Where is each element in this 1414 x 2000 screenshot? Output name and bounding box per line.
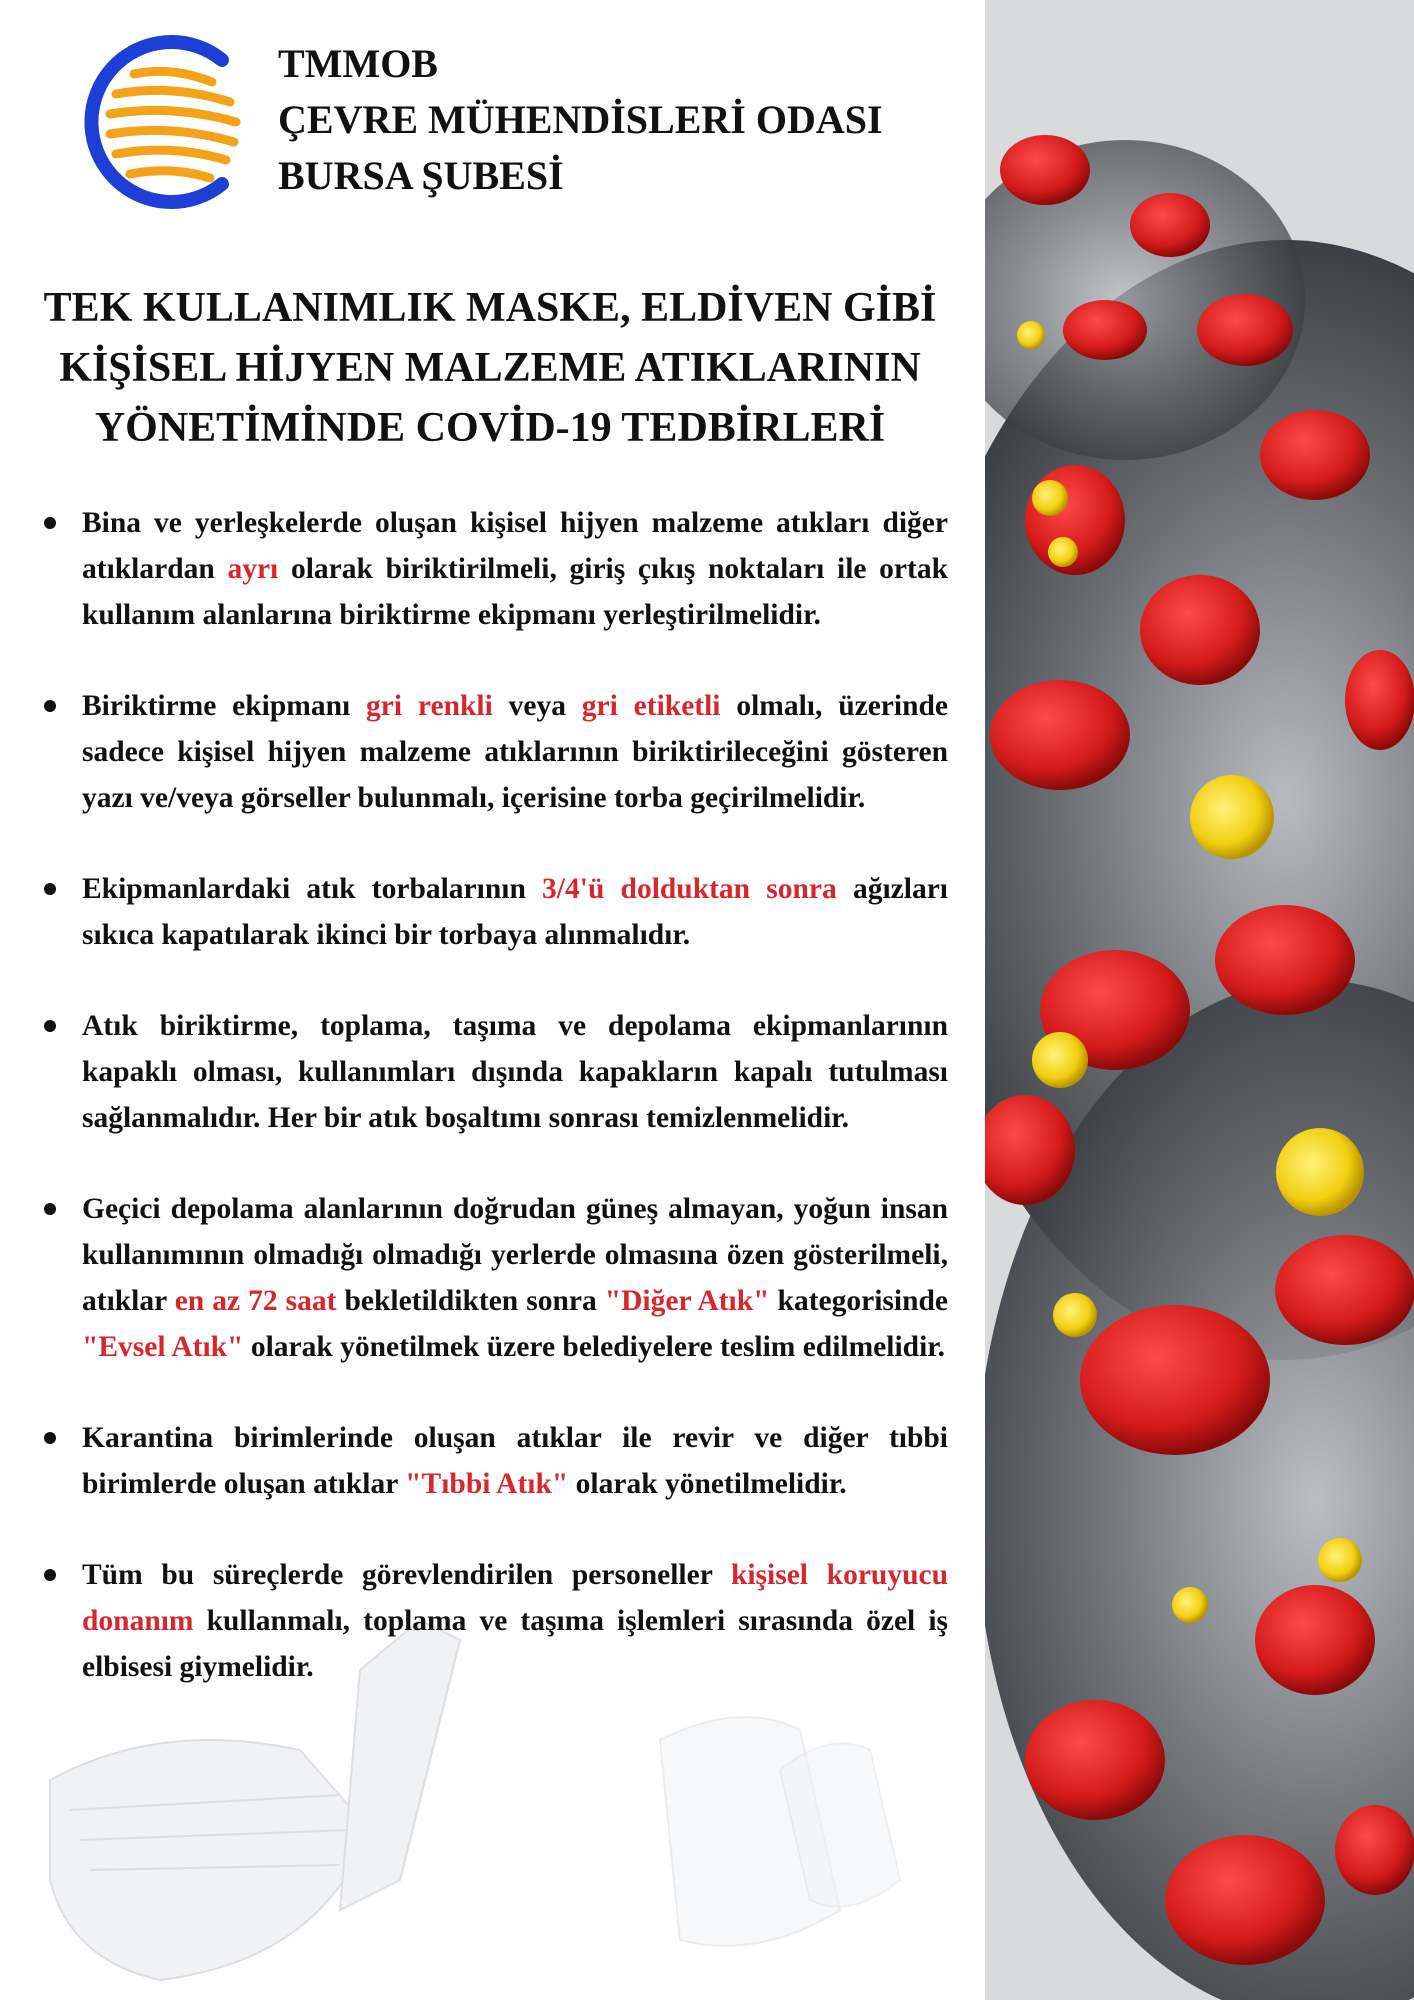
title-line: KİŞİSEL HİJYEN MALZEME ATIKLARININ <box>59 345 921 391</box>
org-line: TMMOB <box>278 41 438 86</box>
text: Geçici depolama alanlarının doğrudan güneş almayan, yoğun insan kullanımının olmadığı olmadığı yerlerde olmasına özen gösterilmeli, atıklar <box>82 1193 948 1317</box>
bullet-icon <box>44 1569 56 1581</box>
organization-name <box>278 36 883 204</box>
title-line: YÖNETİMİNDE COVİD-19 TEDBİRLERİ <box>94 405 886 451</box>
highlight-text: "Diğer Atık" <box>604 1285 770 1317</box>
title-line: TEK KULLANIMLIK MASKE, ELDİVEN GİBİ <box>43 285 937 331</box>
text: Ekipmanlardaki atık torbalarının <box>82 873 543 905</box>
list-item <box>40 1552 948 1690</box>
text: bekletildikten sonra <box>336 1285 605 1317</box>
text: Tüm bu süreçlerde görevlendirilen personeller <box>82 1559 731 1591</box>
list-item <box>40 683 948 821</box>
text: Atık biriktirme, toplama, taşıma ve depolama ekipmanlarının kapaklı olması, kullanımları dışında kapakların kapalı tutulması sağlanmalıdır. Her bir atık boşaltımı sonrası temizlenmelidir. <box>82 1010 948 1134</box>
highlight-text: kişisel koruyucu donanım <box>82 1559 948 1637</box>
highlight-text: "Evsel Atık" <box>82 1331 244 1363</box>
highlight-text: gri etiketli <box>581 690 721 722</box>
text: olarak yönetilmek üzere belediyelere teslim edilmelidir. <box>243 1331 946 1363</box>
text: olarak yönetilmelidir. <box>568 1468 847 1500</box>
highlight-text: "Tıbbi Atık" <box>405 1468 569 1500</box>
text: olmalı, üzerinde sadece kişisel hijyen malzeme atıklarının biriktirileceğini gösteren yazı ve/veya görseller bulunmalı, içerisine torba geçirilmelidir. <box>82 690 948 814</box>
highlight-text: ayrı <box>227 553 279 585</box>
bullet-icon <box>44 700 56 712</box>
list-item <box>40 1003 948 1141</box>
text: veya <box>492 690 582 722</box>
org-line: ÇEVRE MÜHENDİSLERİ ODASI <box>278 97 883 142</box>
text: Biriktirme ekipmanı <box>82 690 367 722</box>
text: kategorisinde <box>769 1285 948 1317</box>
highlight-text: 3/4'ü dolduktan sonra <box>542 873 837 905</box>
bullet-icon <box>44 517 56 529</box>
text: ağızları sıkıca kapatılarak ikinci bir torbaya alınmalıdır. <box>82 873 948 951</box>
highlight-text: en az 72 saat <box>174 1285 337 1317</box>
text: Karantina birimlerinde oluşan atıklar ile revir ve diğer tıbbi birimlerde oluşan atıklar <box>82 1422 948 1500</box>
text: olarak biriktirilmeli, giriş çıkış noktaları ile ortak kullanım alanlarına biriktirme ekipmanı yerleştirilmelidir. <box>82 553 948 631</box>
page-title <box>30 278 950 458</box>
bullet-icon <box>44 1432 56 1444</box>
highlight-text: gri renkli <box>366 690 493 722</box>
virus-image <box>985 0 1414 2000</box>
measures-list <box>40 500 948 1735</box>
text: kullanmalı, toplama ve taşıma işlemleri sırasında özel iş elbisesi giymelidir. <box>82 1605 948 1683</box>
list-item <box>40 1186 948 1370</box>
bullet-icon <box>44 1203 56 1215</box>
text: Bina ve yerleşkelerde oluşan kişisel hijyen malzeme atıkları diğer atıklardan <box>82 507 948 585</box>
bullet-icon <box>44 883 56 895</box>
list-item <box>40 866 948 958</box>
bullet-icon <box>44 1020 56 1032</box>
list-item <box>40 500 948 638</box>
list-item <box>40 1415 948 1507</box>
organization-logo <box>72 32 252 212</box>
org-line: BURSA ŞUBESİ <box>278 153 564 198</box>
